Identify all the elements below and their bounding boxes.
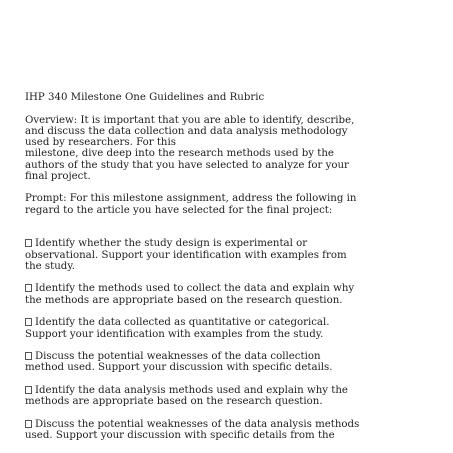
bullet-text: Discuss the potential weaknesses of the data analysis methods xyxy=(35,419,360,431)
overview-line: milestone, dive deep into the research methods used by the xyxy=(25,148,334,160)
bullet-item xyxy=(25,385,430,407)
square-bullet-icon xyxy=(25,318,32,326)
bullet-item xyxy=(25,317,430,339)
bullet-line xyxy=(25,283,430,294)
bullet-item xyxy=(25,419,430,441)
bullet-item xyxy=(25,351,430,373)
bullet-line xyxy=(25,419,430,430)
title-line: IHP 340 Milestone One Guidelines and Rubric xyxy=(25,92,265,103)
bullet-line: Support your identification with examples from the study. xyxy=(25,328,324,340)
square-bullet-icon xyxy=(25,284,32,292)
prompt-line: regard to the article you have selected for the final project: xyxy=(25,204,333,216)
bullet-text: Discuss the potential weaknesses of the data collection xyxy=(35,351,321,363)
bullet-line: used. Support your discussion with specific details from the xyxy=(25,430,335,442)
bullet-text: Identify the data collected as quantitative or categorical. xyxy=(35,317,330,329)
bullet-line xyxy=(25,238,430,249)
bullet-text: Identify whether the study design is experimental or xyxy=(35,238,308,250)
bullet-item xyxy=(25,283,430,305)
overview-line: and discuss the data collection and data analysis methodology xyxy=(25,125,348,137)
bullet-line xyxy=(25,385,430,396)
bullet-line: method used. Support your discussion with specific details. xyxy=(25,362,333,374)
square-bullet-icon xyxy=(25,420,32,428)
document-title xyxy=(25,92,430,103)
bullet-line: observational. Support your identification with examples from xyxy=(25,249,347,261)
bullet-line xyxy=(25,351,430,362)
overview-line: authors of the study that you have selected to analyze for your xyxy=(25,159,349,171)
prompt-paragraph xyxy=(25,193,430,215)
paragraph-spacer xyxy=(25,227,430,238)
prompt-line: Prompt: For this milestone assignment, address the following in xyxy=(25,193,357,205)
bullet-line: the methods are appropriate based on the research question. xyxy=(25,294,343,306)
bullet-item xyxy=(25,238,430,272)
square-bullet-icon xyxy=(25,239,32,247)
overview-line: used by researchers. For this xyxy=(25,137,176,149)
overview-paragraph xyxy=(25,115,430,182)
overview-line: Overview: It is important that you are able to identify, describe, xyxy=(25,114,355,126)
bullet-line xyxy=(25,317,430,328)
square-bullet-icon xyxy=(25,352,32,360)
bullet-line: methods are appropriate based on the research question. xyxy=(25,396,323,408)
square-bullet-icon xyxy=(25,386,32,394)
bullet-text: Identify the data analysis methods used and explain why the xyxy=(35,385,348,397)
overview-line: final project. xyxy=(25,170,91,182)
bullet-text: Identify the methods used to collect the data and explain why xyxy=(35,283,355,295)
document-body xyxy=(25,92,430,453)
bullet-line: the study. xyxy=(25,260,75,272)
